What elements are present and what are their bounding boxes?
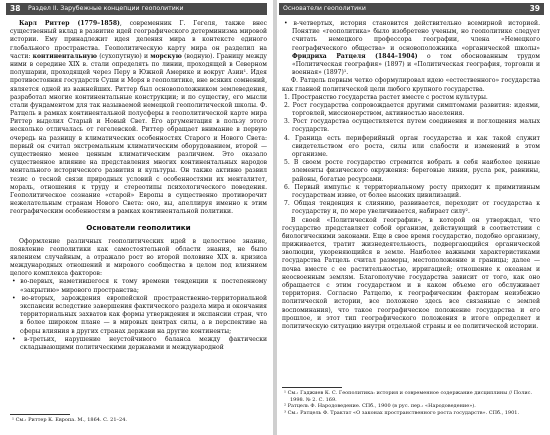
law-item: 4. Граница есть периферийный орган государства и как такой служит свидетельством его роста, силы или слабости и изменений в этом организме. bbox=[284, 134, 540, 158]
left-page-number: 38 bbox=[10, 4, 21, 13]
law-item: 5. В своем росте государство стремится вобрать в себя наиболее ценные элементы физического окружения: береговые линии, русла рек, равнины, районы, богатые ресурсами. bbox=[284, 159, 540, 183]
law-item: 6. Первый импульс к территориальному росту приходит к примитивным государствам извне, от более высоких цивилизаций. bbox=[284, 183, 541, 199]
right-page-number: 39 bbox=[529, 4, 540, 13]
left-body bbox=[10, 20, 267, 352]
section-title: Основатели геополитики bbox=[86, 222, 191, 232]
footnote: ¹ См.: Гаджиев К. С. Геополитика: история и современное содержание дисциплины // Полис. 1998. № 2. С. 169. bbox=[284, 390, 533, 403]
left-running-header-bar bbox=[6, 3, 267, 15]
maritime-term: морскую bbox=[150, 52, 182, 60]
intro-paragraph: Карл Риттер (1779–1858), современник Г. Гегеля, также внес существенный вклад в развитие идей географического детерминизма мировой истории. Ему принадлежит идея деления мира в контексте единого глобального пространства. Геополитическую карту мира он разделил на части: континентальную (сухопутную) и морскую (водную). Границу между ними в середине XIX в. стали определять по линии, проходящей в Северном полушарии, проходящей через Перу в Южной Америке и вокруг Азии¹. Идея противостояния государств Суши и Моря в геополитике, вне всяких сомнений, является одной из важнейших. Риттер был основоположником землеведения, разработал многие континентальные конструкции; и по существу, его мысли стали фундаментом для так называемой немецкой геополитической школы. Ф. Ратцель в рамках континентальной полусферы в геополитической карте мира Риттер выделил Старый и Новый Свет. Его аргументация в пользу этого несколько отличалась от гегелевской. Риттер обращает внимание в первую очередь на разницу в климатических особенностях Старого и Нового Света: первый он считал экстремальным климатическим оборудованием, второй — существенно менее ценным климатическим различием. Это оказало существенное влияние на представления многих континентальных народов ментального исторического развития и культуры. Он также активно развил тезис о тесной связи природных условий с особенностями их менталитет, мораль, отношения к труду и стереотипы психологического поведения. Геополитическое сознание «старой» Европы в существенно противоречит нежелательным странам Нового Света: оно, вы, апеллируя именно к этим географическим особенностям в рамках континентальной политики. bbox=[10, 20, 267, 216]
right-running-header: Основатели геополитики bbox=[283, 5, 366, 12]
left-footnotes bbox=[10, 414, 267, 424]
left-page bbox=[0, 0, 273, 435]
right-body bbox=[282, 20, 540, 331]
ratzel-paragraph: Ф. Ратцель первым четко сформулировал идею «естественного» государства как главной политической цели любого крупного государства. bbox=[282, 77, 540, 93]
footnote-rule bbox=[10, 414, 70, 415]
bullet-item: • во-вторых, зарождения европейской пространственно-территориальной экспансии вследствие завершения фактического раздела мира и окончания территориальных захватов как формы утверждения и экспансии стран, что в более широком плане — в мировых центрах силы, а в перспективе на сферы влияния в других странах держави на другие континенты; bbox=[12, 294, 267, 335]
bullet-item: • в-четвертых, история становится действительно всемирной историей. Понятие «геополитика» было изобретено ученым, но геополитике следует считать немецкого профессора географии, члена «Немецкого географического общества» и основоположника «органической школы» Фридриха Ратцеля (1844–1904) о том обоснованным трудом «Политическая география» (1897) и «Политическая география, торговли и военная» (1897)¹. bbox=[284, 20, 540, 77]
footnote: ³ См.: Ратцель Ф. Трактат «О законах пространственного роста государств». СПб., 1901. bbox=[284, 409, 520, 416]
law-item: 1. Пространство государства растет вместе с ростом культуры. bbox=[284, 93, 488, 101]
bullet-item: • в-третьих, нарушение неустойчивого баланса между фактически складывающими политическими державами и международной bbox=[12, 335, 267, 351]
right-running-header-bar bbox=[279, 3, 544, 15]
right-page bbox=[277, 0, 550, 435]
footnote-rule bbox=[282, 387, 342, 388]
section-paragraph: Оформление различных геополитических идей в целостное знание, появление геополитики как самостоятельной области знания, не было явлением случайным, а отражало рост во второй половине XIX в. кризиса международных отношений и мирового сообщества в целом под влиянием целого комплекса факторов: bbox=[10, 237, 267, 278]
intro-name: Карл Риттер (1779–1858) bbox=[19, 20, 120, 27]
left-running-header: Раздел II. Зарубежные концепции геополитики bbox=[28, 5, 184, 12]
continental-term: континентальную bbox=[32, 52, 97, 60]
law-item: 2. Рост государства сопровождается другими симптомами развития: идеями, торговлей, миссионерством, активностью населения. bbox=[284, 101, 540, 118]
footnote: ² Ратцель Ф. Народоведение. СПб., 1900 (в рус. пер.: «Народоведение»). bbox=[284, 403, 476, 410]
right-footnotes bbox=[282, 387, 540, 416]
footnote: ¹ См.: Риттер К. Европа. М., 1864. С. 21–24. bbox=[12, 417, 127, 423]
law-item: 3. Рост государства осуществляется путем соединения и поглощения малых государств. bbox=[284, 118, 540, 134]
bullet-item: • во-первых, наметившегося к тому времени тенденции к постепенному «закрытию» мирового пространства; bbox=[12, 278, 267, 294]
ratzel-name: Фридриха Ратцеля (1844–1904) bbox=[292, 52, 418, 60]
law-item: 7. Общая тенденция к слиянию, развивается, переходит от государства к государству и, по мере увеличивается, набирает силу². bbox=[284, 200, 540, 216]
organic-paragraph: В своей «Политической географии», в которой он утверждал, что государство представляет собой организм, действующий в соответствии с биологическими законами. Еще в свое время государство, подобно организму, приживается, тратит жизнедеятельность, подвергающийся органической эволюции, укореняющийся в земле. Наиболее важными характеристиками государства Ратцель считал размеры, местоположение и границы; далее — почва вместе с ее растительностью, ирригацией; отношение к океанам и неосвоенным землям. Благополучие государства зависит от того, как оно обращается с этим государством и в каком объеме его обслуживает территория. Согласно Ратцелю, к географическим факторам неизбежно политической истории, все положено здесь все связанные с землей воспоминания), что такое географическое положение государства и его прошлое, и этот тип географического положения в итоге определяет и политическую ситуацию внутри отдельной страны и ее политической истории. bbox=[282, 216, 540, 330]
